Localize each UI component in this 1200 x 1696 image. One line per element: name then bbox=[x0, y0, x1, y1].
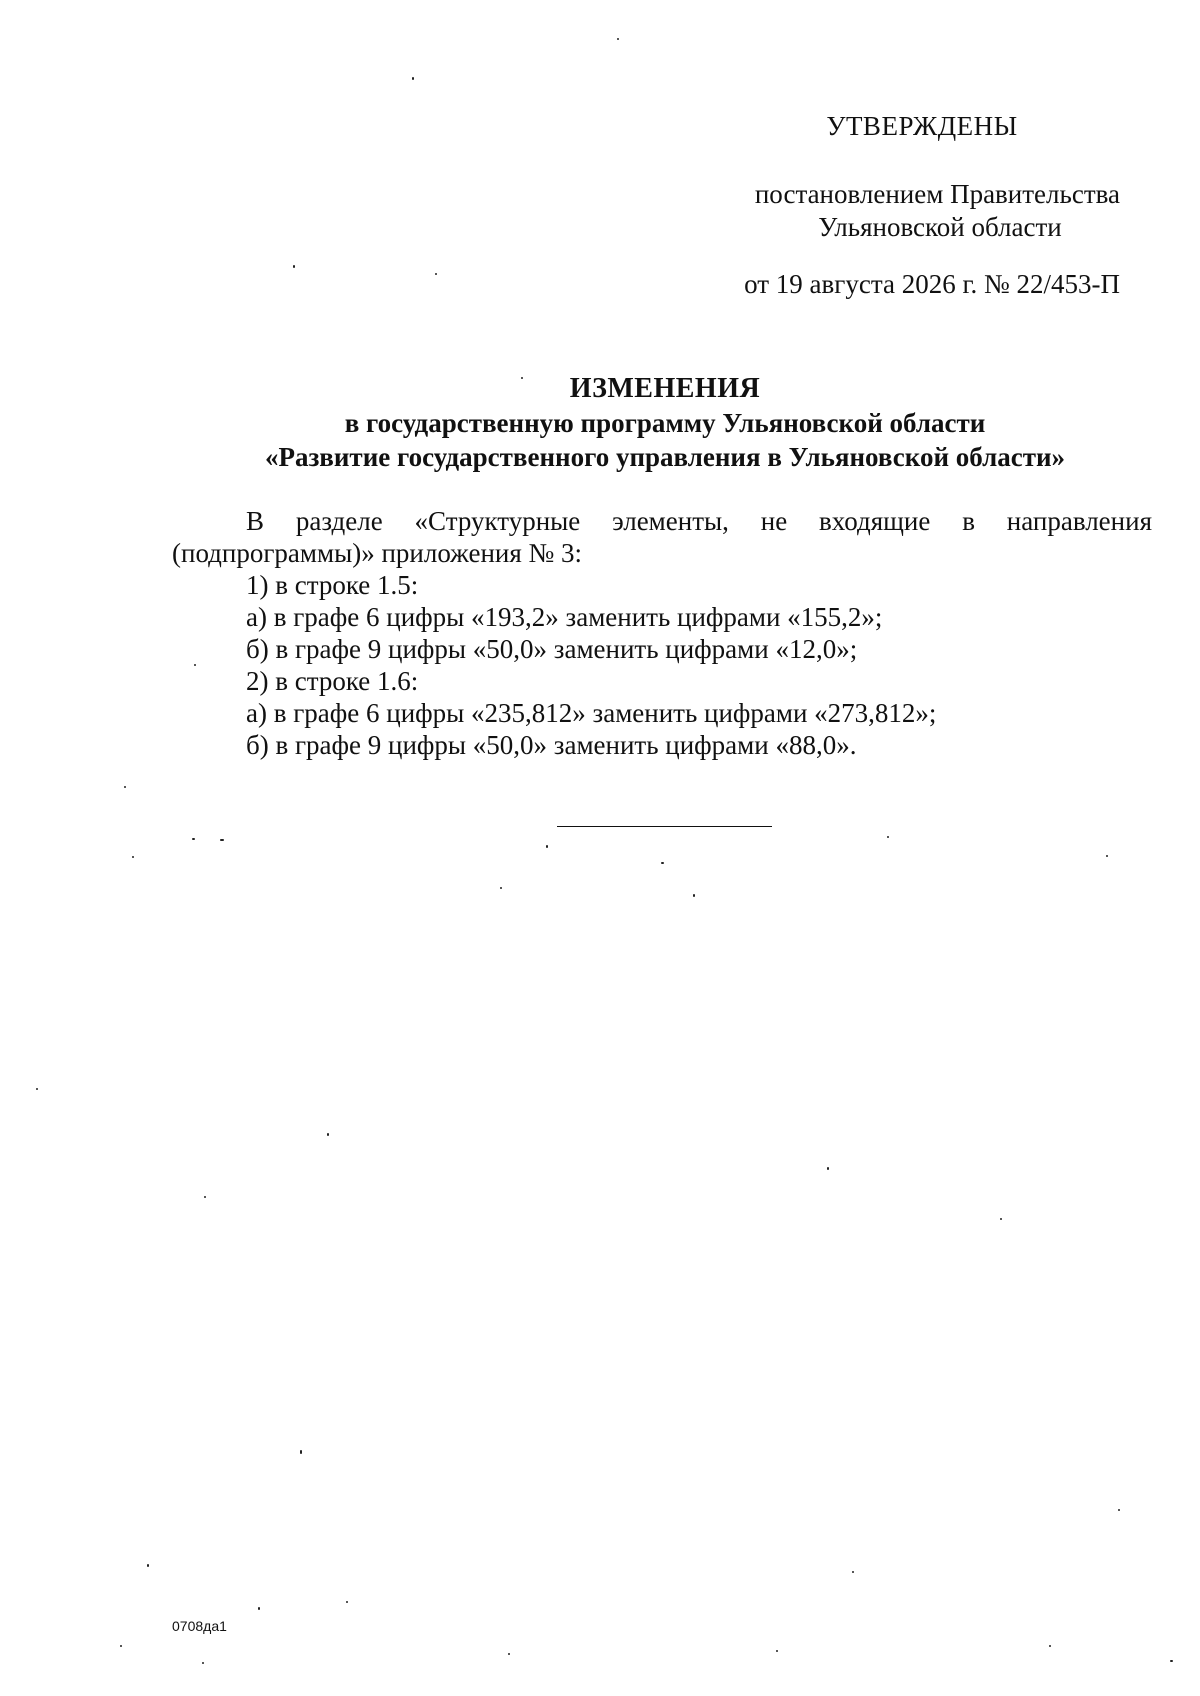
scan-speck bbox=[852, 1571, 854, 1573]
scan-speck bbox=[546, 845, 548, 848]
document-code: 0708да1 bbox=[172, 1618, 227, 1634]
scan-speck bbox=[258, 1607, 260, 1610]
scan-speck bbox=[202, 1662, 204, 1664]
list-item: 2) в строке 1.6: bbox=[246, 666, 419, 696]
scan-speck bbox=[1106, 855, 1108, 857]
scan-speck bbox=[435, 273, 437, 275]
scan-speck bbox=[204, 1196, 206, 1198]
scan-speck bbox=[300, 1450, 302, 1454]
resolution-issuer-line2: Ульяновской области bbox=[818, 212, 1062, 242]
scan-speck bbox=[1170, 1660, 1173, 1662]
scan-speck bbox=[827, 1167, 829, 1170]
end-separator-line bbox=[557, 826, 772, 827]
scan-speck bbox=[327, 1133, 329, 1136]
list-item: 1) в строке 1.5: bbox=[246, 570, 419, 600]
scan-speck bbox=[132, 856, 134, 858]
scan-speck bbox=[521, 377, 523, 379]
document-body bbox=[172, 505, 1152, 761]
scan-speck bbox=[1118, 1509, 1120, 1511]
scan-speck bbox=[194, 664, 196, 666]
scan-speck bbox=[661, 862, 664, 864]
document-title: ИЗМЕНЕНИЯ bbox=[569, 373, 761, 404]
scan-speck bbox=[220, 839, 224, 841]
scan-speck bbox=[500, 887, 502, 889]
list-item: б) в графе 9 цифры «50,0» заменить цифрами «88,0». bbox=[246, 730, 857, 760]
body-intro-paragraph: В разделе «Структурные элементы, не входящие в направления (подпрограммы)» приложения № 3: bbox=[172, 506, 1152, 568]
scan-speck bbox=[147, 1564, 149, 1567]
list-item: б) в графе 9 цифры «50,0» заменить цифрами «12,0»; bbox=[246, 634, 858, 664]
list-item: а) в графе 6 цифры «235,812» заменить цифрами «273,812»; bbox=[246, 698, 937, 728]
scan-speck bbox=[776, 1650, 778, 1652]
scan-speck bbox=[508, 1653, 510, 1655]
document-heading bbox=[160, 372, 1170, 474]
resolution-date-number: от 19 августа 2026 г. № 22/453-П bbox=[744, 269, 1120, 299]
scan-speck bbox=[120, 1645, 122, 1647]
scan-speck bbox=[617, 38, 619, 40]
scan-speck bbox=[346, 1601, 348, 1603]
scan-speck bbox=[887, 836, 889, 838]
scan-speck bbox=[412, 77, 414, 80]
scan-speck bbox=[124, 786, 126, 788]
scan-speck bbox=[36, 1088, 38, 1090]
list-item: а) в графе 6 цифры «193,2» заменить цифрами «155,2»; bbox=[246, 602, 883, 632]
scan-speck bbox=[1000, 1218, 1002, 1220]
scan-speck bbox=[693, 894, 695, 897]
resolution-issuer-line1: постановлением Правительства bbox=[754, 179, 1120, 209]
document-subtitle-line1: в государственную программу Ульяновской области bbox=[344, 408, 986, 438]
approved-stamp-word: УТВЕРЖДЕНЫ bbox=[826, 111, 1018, 141]
scan-speck bbox=[293, 265, 295, 268]
document-subtitle-line2: «Развитие государственного управления в Ульяновской области» bbox=[264, 442, 1066, 472]
scan-speck bbox=[192, 838, 195, 840]
scan-speck bbox=[1049, 1645, 1051, 1647]
